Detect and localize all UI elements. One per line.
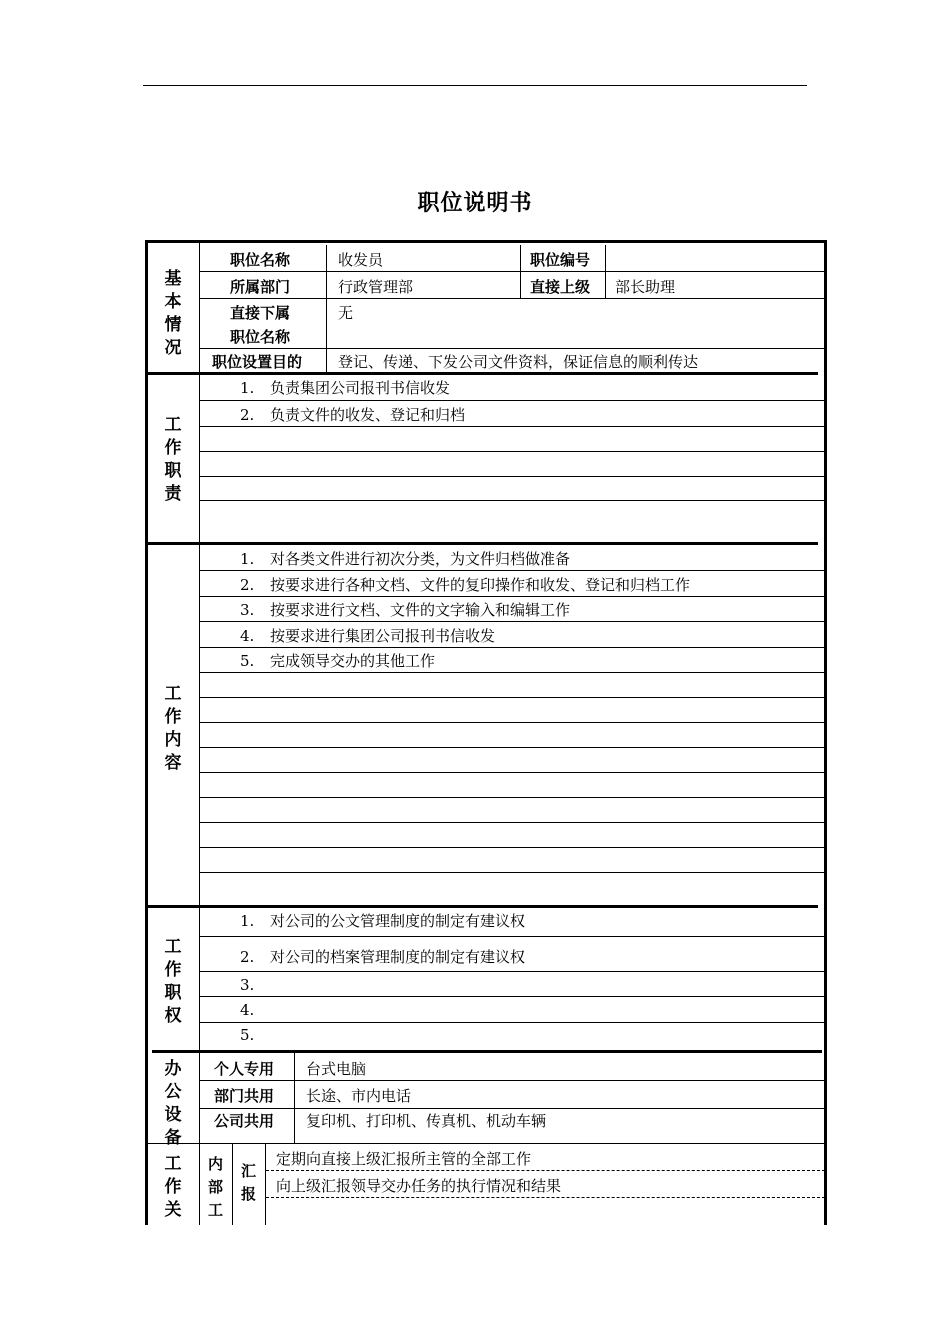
section-relations-label: 工 作 关: [164, 1154, 182, 1220]
company-shared-label: 公司共用: [214, 1112, 275, 1130]
list-item: 1. 对各类文件进行初次分类，为文件归档做准备: [240, 550, 571, 568]
dept-shared-label: 部门共用: [214, 1087, 275, 1105]
equip-col-divider: [294, 1053, 295, 1143]
row-line: [199, 298, 825, 299]
row-line: [199, 1080, 825, 1081]
relation-item: 定期向直接上级汇报所主管的全部工作: [276, 1150, 532, 1168]
row-line: [199, 747, 825, 748]
row-line: [199, 621, 825, 622]
subordinate-value: 无: [338, 304, 354, 322]
list-item: 1. 对公司的公文管理制度的制定有建议权: [240, 912, 526, 930]
list-item: 2. 负责文件的收发、登记和归档: [240, 406, 466, 424]
page-title: 职位说明书: [417, 191, 533, 216]
row-line: [199, 822, 825, 823]
row-line: [199, 971, 825, 972]
purpose-value: 登记、传递、下发公司文件资料，保证信息的顺利传达: [338, 353, 699, 371]
list-item: 4. 按要求进行集团公司报刊书信收发: [240, 627, 496, 645]
dashed-line: [266, 1170, 825, 1171]
row-line: [199, 271, 825, 272]
row-line: [199, 476, 825, 477]
row-line: [199, 426, 825, 427]
list-item: 1. 负责集团公司报刊书信收发: [240, 379, 451, 397]
dept-label: 所属部门: [230, 278, 291, 296]
list-item: 4.: [240, 1001, 255, 1019]
row-line: [199, 596, 825, 597]
job-name-value: 收发员: [338, 251, 384, 269]
row-line: [199, 996, 825, 997]
row-line: [199, 936, 825, 937]
section-rule: [148, 372, 818, 375]
row-line: [199, 647, 825, 648]
row-line: [199, 672, 825, 673]
row-line: [199, 500, 825, 501]
relation-col-divider: [265, 1144, 266, 1225]
section-equipment-label: 办 公 设 备: [164, 1059, 182, 1148]
subordinate-label-1: 直接下属: [230, 304, 291, 322]
section-rule: [148, 542, 818, 545]
section-rule: [148, 905, 818, 908]
superior-value: 部长助理: [615, 278, 676, 296]
dept-shared-value: 长途、市内电话: [306, 1087, 412, 1105]
row-line: [199, 872, 825, 873]
list-item: 5.: [240, 1026, 255, 1044]
row-line: [199, 772, 825, 773]
row-line: [199, 697, 825, 698]
list-item: 2. 按要求进行各种文档、文件的复印操作和收发、登记和归档工作: [240, 576, 691, 594]
row-line: [199, 570, 825, 571]
row-line: [199, 451, 825, 452]
section-rule: [148, 1143, 825, 1144]
purpose-label: 职位设置目的: [212, 353, 303, 371]
list-item: 5. 完成领导交办的其他工作: [240, 652, 436, 670]
row-line: [199, 1022, 825, 1023]
internal-label: 内 部 工: [207, 1155, 223, 1219]
row-line: [199, 797, 825, 798]
row-line: [199, 722, 825, 723]
section-authority-label: 工 作 职 权: [164, 937, 182, 1026]
row-line: [199, 348, 825, 349]
section-content-label: 工 作 内 容: [164, 684, 182, 773]
header-rule: [143, 85, 807, 86]
row-line: [199, 847, 825, 848]
personal-use-value: 台式电脑: [306, 1060, 367, 1078]
row-line: [199, 400, 825, 401]
section-basic-label: 基 本 情 况: [164, 269, 182, 358]
list-item: 3.: [240, 976, 255, 994]
row-line: [199, 1108, 825, 1109]
section-duties-label: 工 作 职 责: [164, 415, 182, 504]
job-name-label: 职位名称: [230, 251, 291, 269]
section-rule: [152, 1050, 822, 1053]
dashed-line: [266, 1197, 825, 1198]
company-shared-value: 复印机、打印机、传真机、机动车辆: [306, 1112, 547, 1130]
job-no-label: 职位编号: [530, 251, 591, 269]
report-label: 汇 报: [240, 1162, 256, 1203]
list-item: 3. 按要求进行文档、文件的文字输入和编辑工作: [240, 601, 571, 619]
basic-col-divider: [326, 245, 327, 373]
relation-item: 向上级汇报领导交办任务的执行情况和结果: [276, 1177, 562, 1195]
subordinate-label-2: 职位名称: [230, 328, 291, 346]
superior-label: 直接上级: [530, 278, 591, 296]
dept-value: 行政管理部: [338, 278, 414, 296]
list-item: 2. 对公司的档案管理制度的制定有建议权: [240, 948, 526, 966]
personal-use-label: 个人专用: [214, 1060, 275, 1078]
